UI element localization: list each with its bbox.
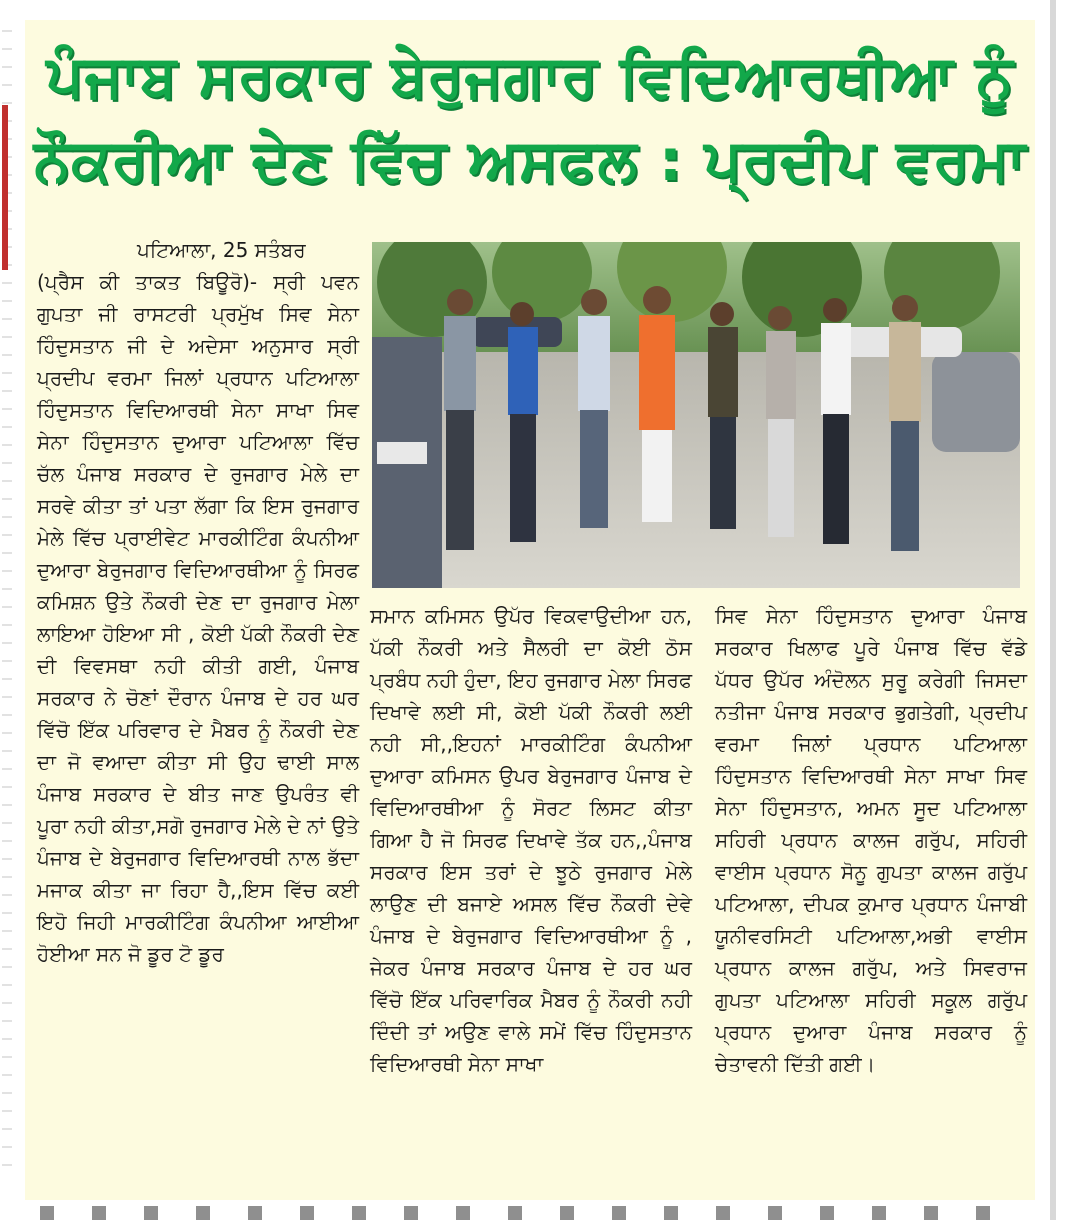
group-photo-illustration [372,242,1020,588]
group-photo [372,242,1020,588]
scan-red-strip [2,105,8,270]
news-clipping [25,20,1035,1200]
page-edge-right [1050,0,1056,1220]
page-edge-left [0,0,18,1220]
next-article-cutoff [40,1206,1000,1220]
article-column-3: ਸਿਵ ਸੇਨਾ ਹਿੰਦੁਸਤਾਨ ਦੁਆਰਾ ਪੰਜਾਬ ਸਰਕਾਰ ਖਿਲਾਫ ਪੂਰੇ ਪੰਜਾਬ ਵਿੱਚ ਵੱਡੇ ਪੱਧਰ ਉਪੱਰ ਅੰਦੋਲਨ ਸੁਰੂ ਕਰੇਗੀ ਜਿਸਦਾ ਨਤੀਜਾ ਪੰਜਾਬ ਸਰਕਾਰ ਭੁਗਤੇਗੀ, ਪ੍ਰਦੀਪ ਵਰਮਾ ਜਿਲਾਂ ਪ੍ਰਧਾਨ ਪਟਿਆਲਾ ਹਿੰਦੁਸਤਾਨ ਵਿਦਿਆਰਥੀ ਸੇਨਾ ਸਾਖਾ ਸਿਵ ਸੇਨਾ ਹਿੰਦੁਸਤਾਨ, ਅਮਨ ਸੂਦ ਪਟਿਆਲਾ ਸਹਿਰੀ ਪ੍ਰਧਾਨ ਕਾਲਜ ਗਰੁੱਪ, ਸਹਿਰੀ ਵਾਈਸ ਪ੍ਰਧਾਨ ਸੋਨੂ ਗੁਪਤਾ ਕਾਲਜ ਗਰੁੱਪ ਪਟਿਆਲਾ, ਦੀਪਕ ਕੁਮਾਰ ਪ੍ਰਧਾਨ ਪੰਜਾਬੀ ਯੂਨੀਵਰਸਿਟੀ ਪਟਿਆਲਾ,ਅਭੀ ਵਾਈਸ ਪ੍ਰਧਾਨ ਕਾਲਜ ਗਰੁੱਪ, ਅਤੇ ਸਿਵਰਾਜ ਗੁਪਤਾ ਪਟਿਆਲਾ ਸਹਿਰੀ ਸਕੂਲ ਗਰੁੱਪ ਪ੍ਰਧਾਨ ਦੁਆਰਾ ਪੰਜਾਬ ਸਰਕਾਰ ਨੂੰ ਚੇਤਾਵਨੀ ਦਿੱਤੀ ਗਈ। [715,604,1027,1076]
article-column-1 [37,234,359,970]
article-column-1-text: (ਪ੍ਰੈਸ ਕੀ ਤਾਕਤ ਬਿਊਰੋ)- ਸ੍ਰੀ ਪਵਨ ਗੁਪਤਾ ਜੀ ਰਾਸਟਰੀ ਪ੍ਰਮੁੱਖ ਸਿਵ ਸੇਨਾ ਹਿੰਦੁਸਤਾਨ ਜੀ ਦੇ ਅਦੇਸਾ ਅਨੁਸਾਰ ਸ੍ਰੀ ਪ੍ਰਦੀਪ ਵਰਮਾ ਜਿਲਾਂ ਪ੍ਰਧਾਨ ਪਟਿਆਲਾ ਹਿੰਦੁਸਤਾਨ ਵਿਦਿਆਰਥੀ ਸੇਨਾ ਸਾਖਾ ਸਿਵ ਸੇਨਾ ਹਿੰਦੁਸਤਾਨ ਦੁਆਰਾ ਪਟਿਆਲਾ ਵਿੱਚ ਚੱਲ ਪੰਜਾਬ ਸਰਕਾਰ ਦੇ ਰੁਜਗਾਰ ਮੇਲੇ ਦਾ ਸਰਵੇ ਕੀਤਾ ਤਾਂ ਪਤਾ ਲੱਗਾ ਕਿ ਇਸ ਰੁਜਗਾਰ ਮੇਲੇ ਵਿੱਚ ਪ੍ਰਾਈਵੇਟ ਮਾਰਕੀਟਿੰਗ ਕੰਪਨੀਆ ਦੁਆਰਾ ਬੇਰੁਜਗਾਰ ਵਿਦਿਆਰਥੀਆ ਨੂੰ ਸਿਰਫ ਕਮਿਸ਼ਨ ਉਤੇ ਨੌਕਰੀ ਦੇਣ ਦਾ ਰੁਜਗਾਰ ਮੇਲਾ ਲਾਇਆ ਹੋਇਆ ਸੀ , ਕੋਈ ਪੱਕੀ ਨੌਕਰੀ ਦੇਣ ਦੀ ਵਿਵਸਥਾ ਨਹੀ ਕੀਤੀ ਗਈ, ਪੰਜਾਬ ਸਰਕਾਰ ਨੇ ਚੋਣਾਂ ਦੌਰਾਨ ਪੰਜਾਬ ਦੇ ਹਰ ਘਰ ਵਿੱਚੋ ਇੱਕ ਪਰਿਵਾਰ ਦੇ ਮੈਬਰ ਨੂੰ ਨੌਕਰੀ ਦੇਣ ਦਾ ਜੋ ਵਆਦਾ ਕੀਤਾ ਸੀ ਉਹ ਢਾਈ ਸਾਲ ਪੰਜਾਬ ਸਰਕਾਰ ਦੇ ਬੀਤ ਜਾਣ ਉਪਰੰਤ ਵੀ ਪੂਰਾ ਨਹੀ ਕੀਤਾ,ਸਗੋ ਰੁਜਗਾਰ ਮੇਲੇ ਦੇ ਨਾਂ ਉਤੇ ਪੰਜਾਬ ਦੇ ਬੇਰੁਜਗਾਰ ਵਿਦਿਆਰਥੀ ਨਾਲ ਭੱਦਾ ਮਜਾਕ ਕੀਤਾ ਜਾ ਰਿਹਾ ਹੈ,,ਇਸ ਵਿੱਚ ਕਈ ਇਹੋ ਜਿਹੀ ਮਾਰਕੀਟਿੰਗ ਕੰਪਨੀਆ ਆਈਆ ਹੋਈਆ ਸਨ ਜੋ ਡੂਰ ਟੋ ਡੂਰ [37,270,359,966]
headline [25,34,1035,202]
article-column-2: ਸਮਾਨ ਕਮਿਸਨ ਉਪੱਰ ਵਿਕਵਾਉਦੀਆ ਹਨ, ਪੱਕੀ ਨੌਕਰੀ ਅਤੇ ਸੈਲਰੀ ਦਾ ਕੋਈ ਠੋਸ ਪ੍ਰਬੰਧ ਨਹੀ ਹੁੰਦਾ, ਇਹ ਰੁਜਗਾਰ ਮੇਲਾ ਸਿਰਫ ਦਿਖਾਵੇ ਲਈ ਸੀ, ਕੋਈ ਪੱਕੀ ਨੌਕਰੀ ਲਈ ਨਹੀ ਸੀ,,ਇਹਨਾਂ ਮਾਰਕੀਟਿੰਗ ਕੰਪਨੀਆ ਦੁਆਰਾ ਕਮਿਸਨ ਉਪਰ ਬੇਰੁਜਗਾਰ ਪੰਜਾਬ ਦੇ ਵਿਦਿਆਰਥੀਆ ਨੂੰ ਸੋਰਟ ਲਿਸਟ ਕੀਤਾ ਗਿਆ ਹੈ ਜੋ ਸਿਰਫ ਦਿਖਾਵੇ ਤੱਕ ਹਨ,,ਪੰਜਾਬ ਸਰਕਾਰ ਇਸ ਤਰਾਂ ਦੇ ਝੂਠੇ ਰੁਜਗਾਰ ਮੇਲੇ ਲਾਉਣ ਦੀ ਬਜਾਏ ਅਸਲ ਵਿੱਚ ਨੌਕਰੀ ਦੇਵੇ ਪੰਜਾਬ ਦੇ ਬੇਰੁਜਗਾਰ ਵਿਦਿਆਰਥੀਆ ਨੂੰ , ਜੇਕਰ ਪੰਜਾਬ ਸਰਕਾਰ ਪੰਜਾਬ ਦੇ ਹਰ ਘਰ ਵਿੱਚੋ ਇੱਕ ਪਰਿਵਾਰਿਕ ਮੈਬਰ ਨੂੰ ਨੌਕਰੀ ਨਹੀ ਦਿੰਦੀ ਤਾਂ ਅਉਣ ਵਾਲੇ ਸਮੇਂ ਵਿੱਚ ਹਿੰਦੁਸਤਾਨ ਵਿਦਿਆਰਥੀ ਸੇਨਾ ਸਾਖਾ [370,604,692,1076]
dateline: ਪਟਿਆਲਾ, 25 ਸਤੰਬਰ [137,238,306,262]
headline-line-2: ਨੌਕਰੀਆ ਦੇਣ ਵਿੱਚ ਅਸਫਲ : ਪ੍ਰਦੀਪ ਵਰਮਾ [33,126,1027,194]
headline-line-1: ਪੰਜਾਬ ਸਰਕਾਰ ਬੇਰੁਜਗਾਰ ਵਿਦਿਆਰਥੀਆ ਨੂੰ [46,42,1014,110]
